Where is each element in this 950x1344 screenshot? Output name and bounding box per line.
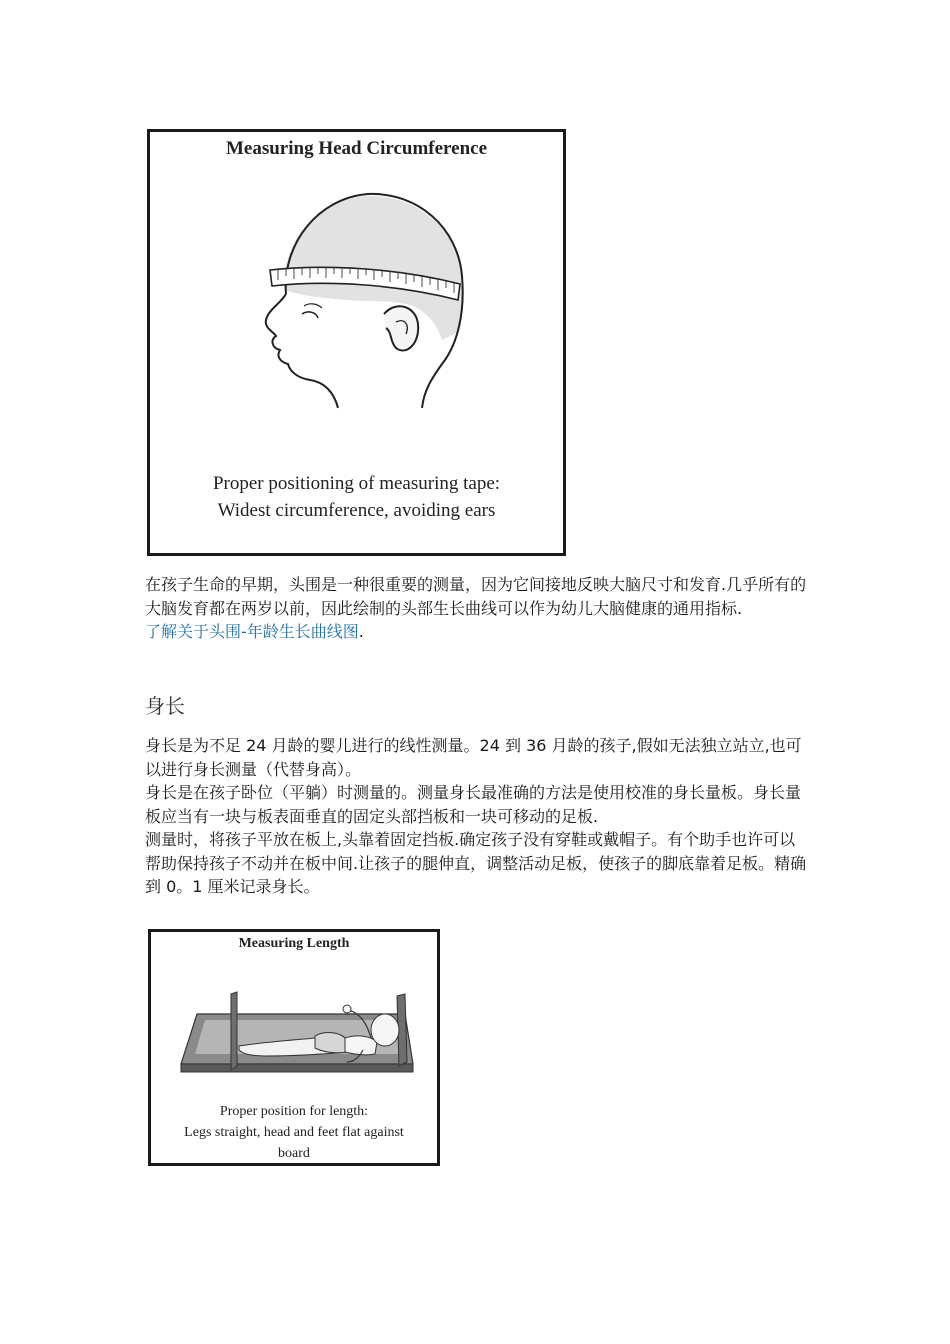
- growth-chart-link[interactable]: 了解关于头围-年龄生长曲线图: [145, 622, 359, 641]
- head-circumference-figure: [147, 129, 566, 556]
- figure-caption: [151, 1101, 437, 1164]
- caption-line: Widest circumference, avoiding ears: [217, 500, 496, 521]
- caption-line: Legs straight, head and feet flat against: [184, 1125, 404, 1140]
- intro-link-line: [145, 620, 810, 644]
- section-heading-length: 身长: [145, 694, 185, 718]
- link-suffix: .: [358, 622, 364, 641]
- length-board-illustration: [175, 984, 415, 1089]
- length-paragraph: 身长是为不足 24 月龄的婴儿进行的线性测量。24 到 36 月龄的孩子,假如无法独立站立,也可以进行身长测量（代替身高）。: [145, 736, 802, 779]
- intro-paragraph: 在孩子生命的早期，头围是一种很重要的测量，因为它间接地反映大脑尺寸和发育.几乎所有的大脑发育都在两岁以前，因此绘制的头部生长曲线可以作为幼儿大脑健康的通用指标.: [145, 575, 807, 618]
- measuring-length-figure: [148, 929, 440, 1166]
- length-text: [145, 734, 810, 899]
- length-paragraph: 身长是在孩子卧位（平躺）时测量的。测量身长最准确的方法是使用校准的身长量板。身长量板应当有一块与板表面垂直的固定头部挡板和一块可移动的足板.: [145, 783, 802, 826]
- figure-title: Measuring Length: [238, 936, 350, 951]
- figure-caption: [150, 470, 563, 524]
- length-paragraph: 测量时，将孩子平放在板上,头靠着固定挡板.确定孩子没有穿鞋或戴帽子。有个助手也许可以帮助保持孩子不动并在板中间.让孩子的腿伸直，调整活动足板，使孩子的脚底靠着足板。精确到 0。1 厘米记录身长。: [145, 830, 807, 896]
- head-circumference-text: [145, 573, 810, 644]
- baby-head-illustration: [246, 172, 476, 412]
- caption-line: Proper positioning of measuring tape:: [212, 473, 501, 494]
- caption-line: board: [278, 1146, 310, 1161]
- figure-title: Measuring Head Circumference: [225, 138, 488, 159]
- caption-line: Proper position for length:: [219, 1104, 369, 1119]
